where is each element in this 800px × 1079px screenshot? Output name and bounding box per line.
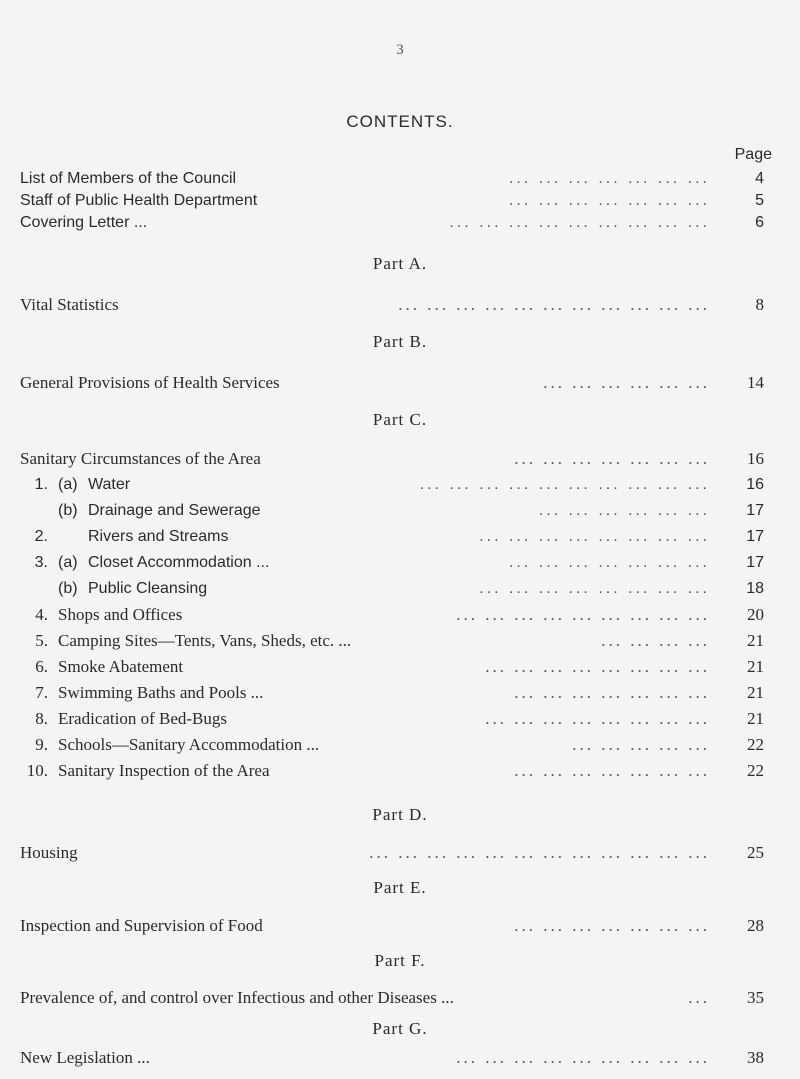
entry-number: 2.	[34, 528, 48, 545]
dot-leader: ... ... ... ... ... ... ... ...	[485, 709, 710, 728]
toc-entry-label: Inspection and Supervision of Food	[20, 916, 263, 935]
toc-entry-page: 14	[747, 373, 764, 392]
toc-entry-page: 28	[747, 916, 764, 935]
dot-leader: ... ... ... ... ... ...	[538, 502, 710, 519]
entry-number: 3.	[34, 554, 48, 571]
toc-entry-label: Drainage and Sewerage	[88, 502, 261, 519]
dot-leader: ... ... ... ... ... ... ...	[508, 170, 710, 187]
entry-number: 8.	[35, 709, 48, 728]
entry-sub: (a)	[58, 476, 78, 493]
toc-entry[interactable]	[0, 212, 800, 234]
toc-entry-page: 5	[755, 192, 764, 209]
toc-entry-page: 17	[746, 502, 764, 519]
toc-entry[interactable]	[0, 682, 800, 704]
toc-entry-page: 38	[747, 1048, 764, 1067]
toc-entry-page: 17	[746, 554, 764, 571]
entry-number: 6.	[35, 657, 48, 676]
toc-entry-label: Swimming Baths and Pools ...	[58, 683, 264, 702]
toc-entry-label: Prevalence of, and control over Infectious and other Diseases ...	[20, 988, 454, 1007]
page-number: 3	[396, 42, 404, 58]
toc-entry[interactable]	[0, 190, 800, 212]
dot-leader: ... ... ... ... ... ... ... ... ... ... ... ...	[369, 843, 710, 862]
toc-entry-label: Schools—Sanitary Accommodation ...	[58, 735, 320, 754]
toc-entry-label: Eradication of Bed-Bugs	[58, 709, 228, 728]
toc-entry-label: Smoke Abatement	[58, 657, 184, 676]
dot-leader: ... ... ... ... ... ... ... ... ...	[456, 605, 710, 624]
toc-entry[interactable]	[0, 656, 800, 678]
toc-entry[interactable]	[0, 474, 800, 496]
toc-entry-page: 21	[747, 683, 764, 702]
toc-entry-page: 21	[747, 657, 764, 676]
toc-entry-page: 21	[747, 709, 764, 728]
entry-sub: (a)	[58, 554, 78, 571]
part-heading: Part B.	[372, 332, 428, 351]
toc-entry-page: 22	[747, 735, 764, 754]
dot-leader: ... ... ... ... ... ... ... ... ...	[449, 214, 710, 231]
toc-entry-label: New Legislation ...	[20, 1048, 150, 1067]
toc-entry-label: Sanitary Inspection of the Area	[58, 761, 270, 780]
toc-entry-page: 17	[746, 528, 764, 545]
toc-entry-label: Camping Sites—Tents, Vans, Sheds, etc. ...	[58, 631, 352, 650]
toc-entry-page: 20	[747, 605, 764, 624]
toc-entry-page: 35	[747, 988, 764, 1007]
toc-entry[interactable]	[0, 987, 800, 1009]
toc-entry-page: 21	[747, 631, 764, 650]
toc-entry[interactable]	[0, 294, 800, 316]
dot-leader: ... ... ... ... ... ...	[543, 373, 710, 392]
entry-number: 5.	[35, 631, 48, 650]
dot-leader: ... ... ... ... ... ... ...	[514, 683, 710, 702]
toc-entry[interactable]	[0, 708, 800, 730]
toc-entry-label: Rivers and Streams	[88, 528, 229, 545]
toc-entry[interactable]	[0, 526, 800, 548]
dot-leader: ...	[688, 988, 710, 1007]
part-heading: Part E.	[373, 878, 427, 897]
toc-entry[interactable]	[0, 604, 800, 626]
toc-entry-label: Sanitary Circumstances of the Area	[20, 449, 261, 468]
part-heading: Part A.	[372, 254, 428, 273]
part-heading: Part F.	[374, 951, 426, 970]
toc-entry-label: Housing	[20, 843, 78, 862]
toc-entry-label: Closet Accommodation ...	[88, 554, 270, 571]
toc-entry[interactable]	[0, 168, 800, 190]
entry-number: 4.	[35, 605, 48, 624]
toc-entry-label: Shops and Offices	[58, 605, 183, 624]
dot-leader: ... ... ... ... ... ... ...	[514, 761, 710, 780]
entry-sub: (b)	[58, 502, 78, 519]
dot-leader: ... ... ... ... ...	[572, 735, 710, 754]
dot-leader: ... ... ... ... ... ... ...	[508, 192, 710, 209]
toc-entry-label: Water	[88, 476, 131, 493]
toc-entry[interactable]	[0, 578, 800, 600]
dot-leader: ... ... ... ... ... ... ... ... ... ... ...	[398, 295, 710, 314]
toc-entry[interactable]	[0, 448, 800, 470]
page-column-header: Page	[734, 146, 772, 163]
toc-entry-label: Staff of Public Health Department	[20, 192, 258, 209]
toc-entry-label: Vital Statistics	[20, 295, 119, 314]
entry-sub: (b)	[58, 580, 78, 597]
toc-entry[interactable]	[0, 630, 800, 652]
toc-entry-page: 18	[746, 580, 764, 597]
dot-leader: ... ... ... ... ... ... ... ... ... ...	[419, 476, 710, 493]
toc-entry-label: Covering Letter ...	[20, 214, 148, 231]
toc-entry-label: List of Members of the Council	[20, 170, 237, 187]
toc-entry-page: 22	[747, 761, 764, 780]
dot-leader: ... ... ... ... ... ... ...	[514, 916, 710, 935]
dot-leader: ... ... ... ... ... ... ... ...	[479, 580, 710, 597]
dot-leader: ... ... ... ... ... ... ... ... ...	[456, 1048, 710, 1067]
entry-number: 10.	[26, 761, 48, 780]
toc-entry[interactable]	[0, 552, 800, 574]
toc-entry-page: 6	[755, 214, 764, 231]
toc-entry[interactable]	[0, 915, 800, 937]
dot-leader: ... ... ... ... ... ... ...	[508, 554, 710, 571]
dot-leader: ... ... ... ...	[601, 631, 710, 650]
entry-number: 9.	[35, 735, 48, 754]
part-heading: Part C.	[372, 410, 428, 429]
toc-entry-page: 4	[755, 170, 764, 187]
toc-entry[interactable]	[0, 842, 800, 864]
part-heading: Part G.	[372, 1019, 428, 1038]
contents-title: CONTENTS.	[346, 112, 454, 131]
dot-leader: ... ... ... ... ... ... ... ...	[485, 657, 710, 676]
toc-entry[interactable]	[0, 372, 800, 394]
dot-leader: ... ... ... ... ... ... ...	[514, 449, 710, 468]
toc-entry[interactable]	[0, 760, 800, 782]
entry-number: 7.	[35, 683, 48, 702]
toc-entry[interactable]	[0, 1047, 800, 1069]
toc-entry-page: 8	[755, 295, 764, 314]
toc-entry[interactable]	[0, 734, 800, 756]
toc-entry-page: 16	[746, 476, 764, 493]
dot-leader: ... ... ... ... ... ... ... ...	[479, 528, 710, 545]
toc-entry-label: Public Cleansing	[88, 580, 208, 597]
toc-entry-label: General Provisions of Health Services	[20, 373, 280, 392]
part-heading: Part D.	[372, 805, 428, 824]
entry-number: 1.	[34, 476, 48, 493]
toc-entry-page: 16	[747, 449, 764, 468]
toc-entry[interactable]	[0, 500, 800, 522]
toc-entry-page: 25	[747, 843, 764, 862]
